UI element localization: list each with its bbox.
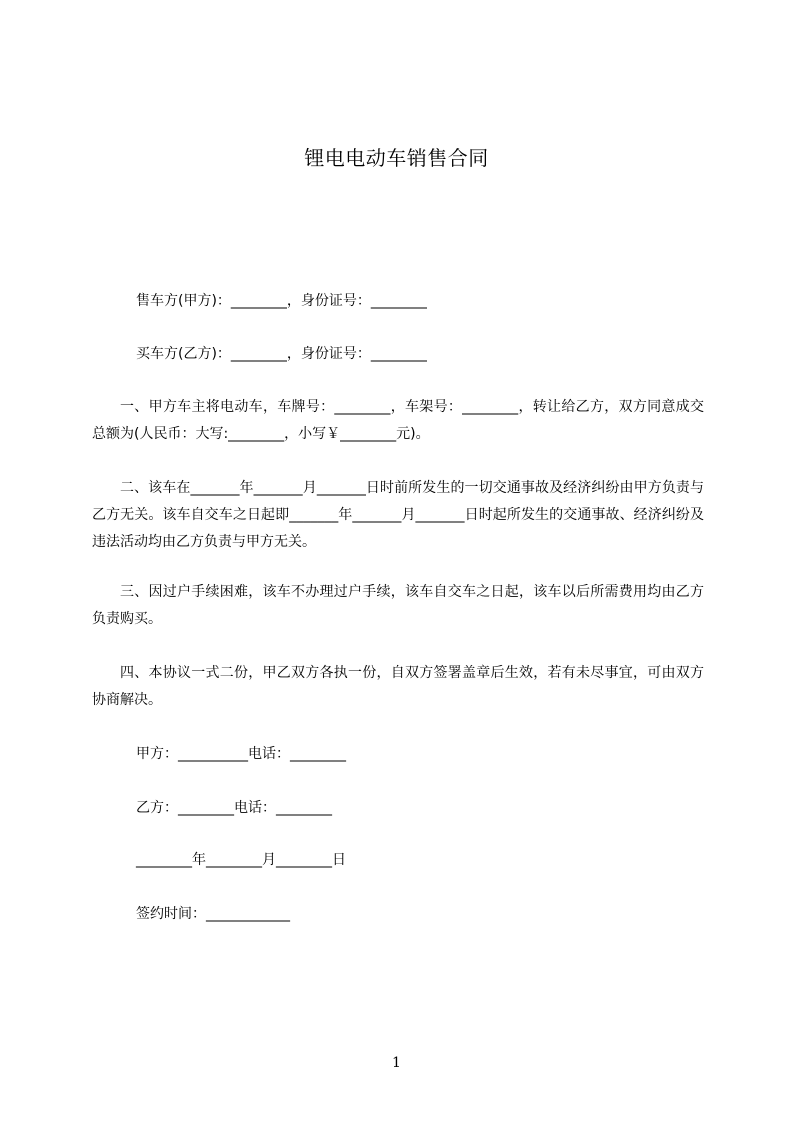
page-number: 1	[392, 1055, 401, 1071]
seller-line: 售车方(甲方)：________，身份证号：________	[136, 293, 427, 309]
party-b-signature: 乙方：________电话：________	[136, 800, 332, 816]
buyer-line: 买车方(乙方)：________，身份证号：________	[136, 346, 427, 362]
party-a-signature: 甲方：__________电话：________	[136, 746, 346, 762]
clause-4: 四、本协议一式二份，甲乙双方各执一份，自双方签署盖章后生效，若有未尽事宜，可由双方协商解决。	[92, 665, 704, 708]
signature-date: ________年________月________日	[136, 852, 346, 868]
sign-time: 签约时间：____________	[136, 906, 290, 922]
clause-2: 二、该车在_______年_______月_______日时前所发生的一切交通事故及经济纠纷由甲方负责与乙方无关。该车自交车之日起即_______年_______月_______日时起所发生的交通事故、经济纠纷及违法活动均由乙方负责与甲方无关。	[92, 480, 704, 550]
clause-3: 三、因过户手续困难，该车不办理过户手续，该车自交车之日起，该车以后所需费用均由乙方负责购买。	[92, 584, 704, 627]
clause-1: 一、甲方车主将电动车，车牌号：________，车架号：________，转让给乙方，双方同意成交总额为(人民币：大写:________，小写￥________元)。	[92, 399, 704, 442]
document-title: 锂电电动车销售合同	[304, 146, 489, 170]
